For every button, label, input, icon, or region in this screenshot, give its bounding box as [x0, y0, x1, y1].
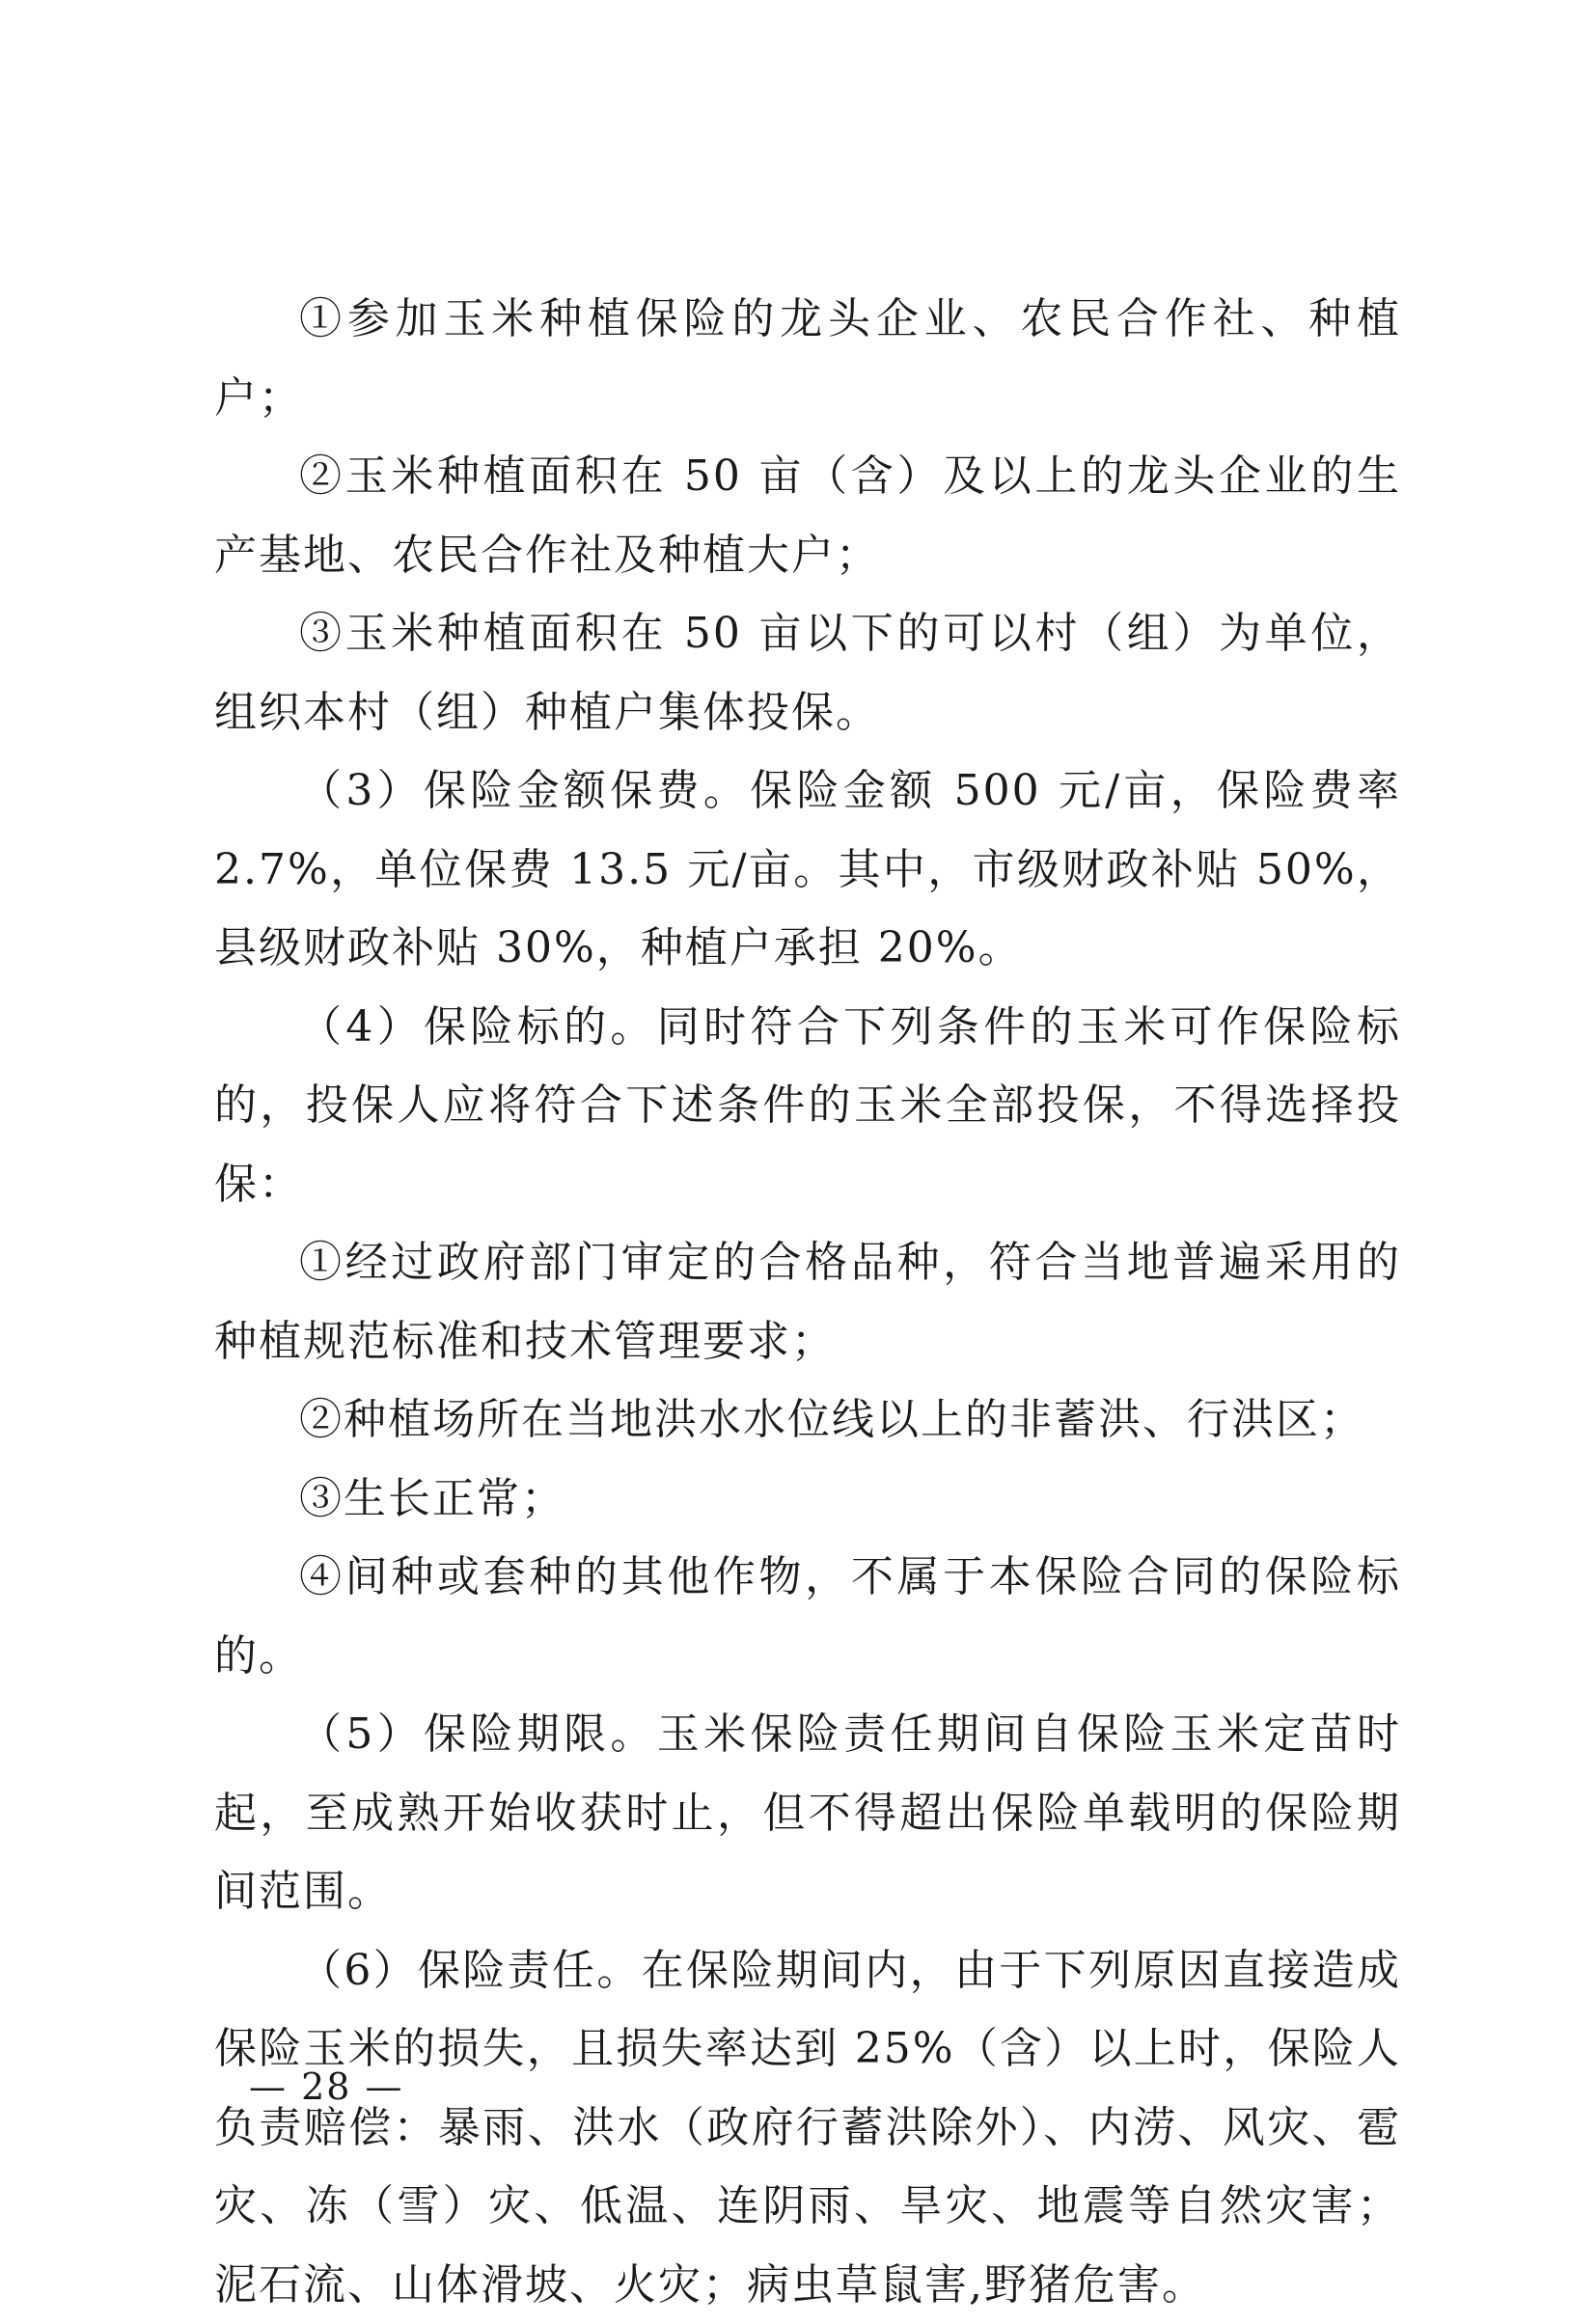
paragraph-subject-item-3: ③生长正常；: [214, 1460, 1401, 1539]
paragraph-item-1: ①参加玉米种植保险的龙头企业、农民合作社、种植户；: [214, 280, 1401, 437]
paragraph-item-3: ③玉米种植面积在 50 亩以下的可以村（组）为单位，组织本村（组）种植户集体投保。: [214, 594, 1401, 752]
paragraph-subject-item-4: ④间种或套种的其他作物，不属于本保险合同的保险标的。: [214, 1538, 1401, 1695]
page-number: — 28 —: [249, 2063, 404, 2111]
paragraph-subject-item-2: ②种植场所在当地洪水水位线以上的非蓄洪、行洪区；: [214, 1381, 1401, 1460]
paragraph-subject-item-1: ①经过政府部门审定的合格品种，符合当地普遍采用的种植规范标准和技术管理要求；: [214, 1223, 1401, 1381]
paragraph-insurance-liability: （6）保险责任。在保险期间内，由于下列原因直接造成保险玉米的损失，且损失率达到 25%（含）以上时，保险人负责赔偿：暴雨、洪水（政府行蓄洪除外）、内涝、风灾、雹灾、冻（雪）灾、低温、连阴雨、旱灾、地震等自然灾害；泥石流、山体滑坡、火灾；病虫草鼠害,野猪危害。: [214, 1931, 1401, 2324]
paragraph-insurance-period: （5）保险期限。玉米保险责任期间自保险玉米定苗时起，至成熟开始收获时止，但不得超出保险单载明的保险期间范围。: [214, 1695, 1401, 1931]
paragraph-insured-subject: （4）保险标的。同时符合下列条件的玉米可作保险标的，投保人应将符合下述条件的玉米全部投保，不得选择投保：: [214, 988, 1401, 1224]
paragraph-item-2: ②玉米种植面积在 50 亩（含）及以上的龙头企业的生产基地、农民合作社及种植大户；: [214, 437, 1401, 594]
body-text: [214, 280, 1401, 2324]
paragraph-insurance-amount: （3）保险金额保费。保险金额 500 元/亩，保险费率 2.7%，单位保费 13.5 元/亩。其中，市级财政补贴 50%，县级财政补贴 30%，种植户承担 20%。: [214, 752, 1401, 988]
